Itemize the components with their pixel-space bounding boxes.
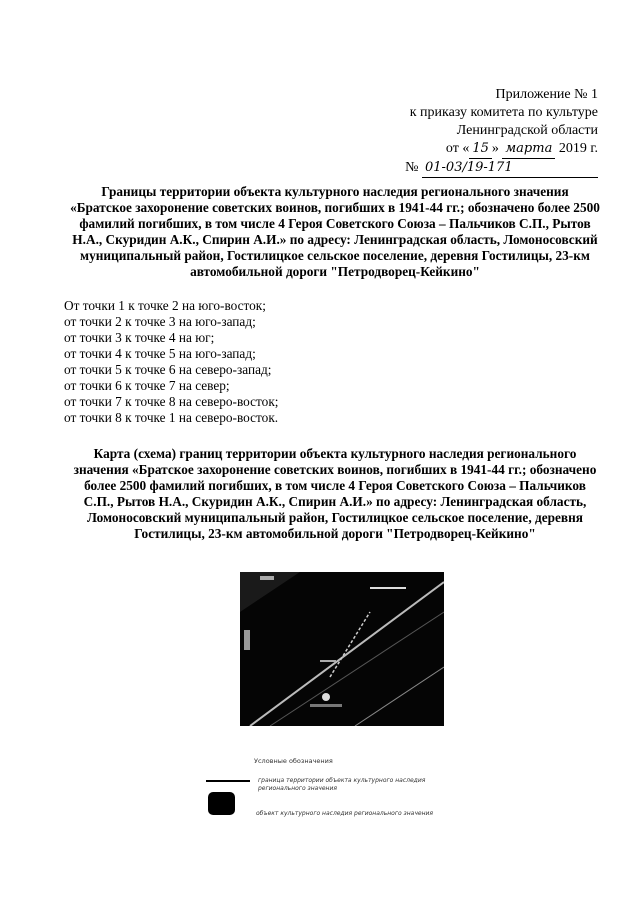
document-title: Границы территории объекта культурного наследия регионального значения «Братское захоронение советских воинов, погибших в 1941-44 гг.; обозначено более 2500 фамилий погибших, в том числе 4 Героя Советского Союза – Пальчиков С.П., Рытов Н.А., Скуридин А.К., Спирин А.И.» по адресу: Ленинградская область, Ломоносовский муниципальный район, Гостилицкое сельское поселение, деревня Гостилицы, 23-км автомобильной дороги "Петродворец-Кейкино"	[70, 184, 600, 279]
date-year: 2019 г.	[558, 141, 598, 156]
boundary-route-list	[64, 298, 279, 426]
date-month: марта	[502, 140, 555, 159]
legend-title: Условные обозначения	[254, 757, 333, 765]
order-number: № 01-03/19-171	[338, 159, 598, 178]
route-item: От точки 1 к точке 2 на юго-восток;	[64, 298, 266, 313]
committee-region: Ленинградской области	[456, 123, 598, 138]
appendix-number: Приложение № 1	[495, 87, 598, 102]
route-item: от точки 5 к точке 6 на северо-запад;	[64, 362, 272, 377]
route-item: от точки 4 к точке 5 на юго-запад;	[64, 346, 256, 361]
route-item: от точки 3 к точке 4 на юг;	[64, 330, 215, 345]
legend-object-label: объект культурного наследия регионального значения	[256, 810, 434, 817]
map-title: Карта (схема) границ территории объекта культурного наследия регионального значения «Братское захоронение советских воинов, погибших в 1941-44 гг.; обозначено более 2500 фамилий погибших, в том числе 4 Героя Советского Союза – Пальчиков С.П., Рытов Н.А., Скуридин А.К., Спирин А.И.» по адресу: Ленинградская область, Ломоносовский муниципальный район, Гостилицкое сельское поселение, деревня Гостилицы, 23-км автомобильной дороги "Петродворец-Кейкино"	[73, 446, 597, 541]
route-item: от точки 7 к точке 8 на северо-восток;	[64, 394, 279, 409]
route-item: от точки 8 к точке 1 на северо-восток.	[64, 410, 279, 425]
order-date: от « 15 » марта 2019 г.	[338, 140, 598, 159]
route-item: от точки 6 к точке 7 на север;	[64, 378, 230, 393]
boundary-line-swatch	[206, 780, 250, 782]
appendix-header	[338, 86, 598, 178]
route-item: от точки 2 к точке 3 на юго-запад;	[64, 314, 256, 329]
order-reference: к приказу комитета по культуре	[409, 105, 598, 120]
date-day: 15	[469, 140, 492, 159]
boundary-map-image	[240, 572, 444, 726]
legend-boundary-label: граница территории объекта культурного наследия регионального значения	[258, 777, 426, 792]
order-number-value: 01-03/19-171	[422, 159, 598, 178]
heritage-object-swatch	[208, 792, 235, 815]
